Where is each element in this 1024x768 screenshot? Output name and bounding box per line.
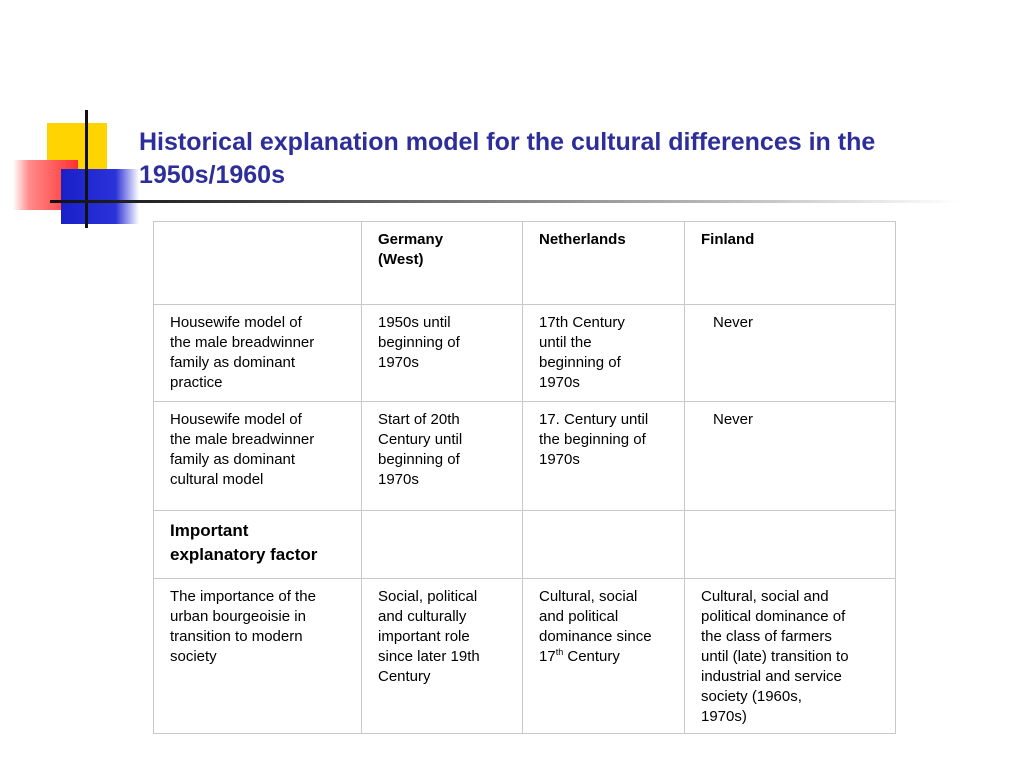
superscript-th: th (555, 647, 564, 657)
row-label-cell: The importance of the urban bourgeoisie in transition to modern society (154, 579, 362, 734)
row-label-cell: Housewife model of the male breadwinner family as dominant cultural model (154, 402, 362, 511)
header-cell-empty (154, 222, 362, 305)
germany-cell: Start of 20th Century until beginning of 1970s (362, 402, 523, 511)
table-row-cultural-model (154, 402, 896, 511)
finland-cell: Cultural, social and political dominance of the class of farmers until (late) transition to industrial and service society (1960s, 1970s) (685, 579, 896, 734)
finland-cell: Never (685, 402, 896, 511)
netherlands-cell-text: Cultural, social and political dominance since 17 (539, 588, 652, 665)
netherlands-cell-suffix: Century (563, 648, 620, 665)
comparison-table (153, 221, 896, 734)
header-cell-germany: Germany (West) (362, 222, 523, 305)
germany-cell: Social, political and culturally important role since later 19th Century (362, 579, 523, 734)
netherlands-cell: 17th Century until the beginning of 1970s (523, 305, 685, 402)
slide-logo-decoration (0, 0, 200, 240)
comparison-table-wrapper (153, 221, 896, 734)
germany-cell (362, 511, 523, 579)
header-cell-netherlands: Netherlands (523, 222, 685, 305)
row-label-cell: Important explanatory factor (154, 511, 362, 579)
blue-square-decoration (61, 169, 139, 224)
vertical-rule-decoration (85, 110, 88, 228)
row-label-cell: Housewife model of the male breadwinner family as dominant practice (154, 305, 362, 402)
germany-cell: 1950s until beginning of 1970s (362, 305, 523, 402)
netherlands-cell (523, 579, 685, 734)
header-cell-finland: Finland (685, 222, 896, 305)
table-row-explanatory-factor (154, 511, 896, 579)
finland-cell (685, 511, 896, 579)
table-header-row (154, 222, 896, 305)
slide-title: Historical explanation model for the cultural differences in the 1950s/1960s (139, 128, 876, 189)
netherlands-cell (523, 511, 685, 579)
table-row-bourgeoisie (154, 579, 896, 734)
horizontal-rule-decoration (50, 200, 960, 203)
netherlands-cell: 17. Century until the beginning of 1970s (523, 402, 685, 511)
table-row-dominant-practice (154, 305, 896, 402)
finland-cell: Never (685, 305, 896, 402)
